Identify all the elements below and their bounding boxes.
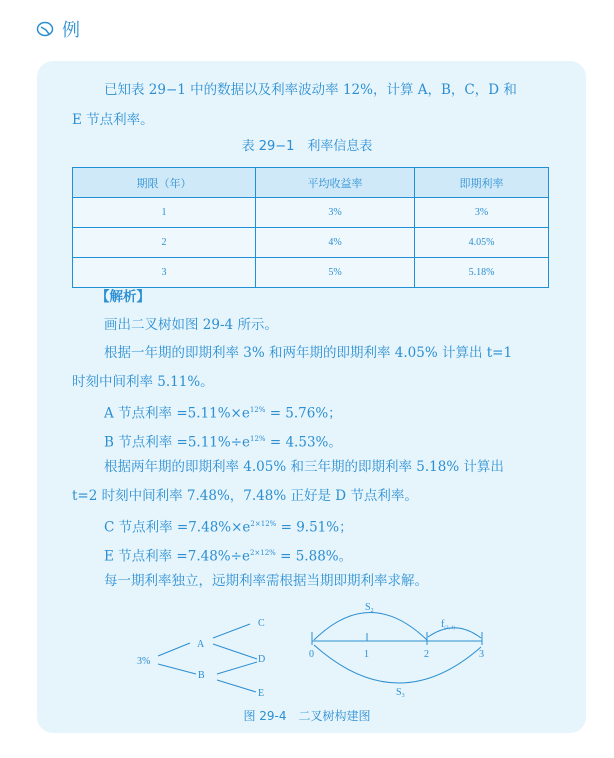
formula-c: C 节点利率 $=7.48\%\times e^{2\times 12\%} = 9.51\%$； xyxy=(104,519,353,536)
table-caption: 表 29−1 利率信息表 xyxy=(241,139,373,154)
analysis-p3a: 根据两年期的即期利率 4.05% 和三年期的即期利率 5.18% 计算出 xyxy=(104,459,504,475)
cell: 4% xyxy=(256,228,415,258)
cell: 2 xyxy=(73,228,256,258)
tick-3: 3 xyxy=(479,649,484,660)
node-b: B xyxy=(198,670,205,681)
tick-0: 0 xyxy=(309,649,314,660)
tick-2: 2 xyxy=(424,649,429,660)
question-line1: 已知表 29−1 中的数据以及利率波动率 12%，计算 A，B，C，D 和 xyxy=(104,82,517,98)
col-header: 即期利率 xyxy=(415,168,549,198)
formula-b: B 节点利率 $=5.11\%\div e^{12\%} = 4.53\%$。 xyxy=(104,434,342,451)
analysis-p2a: 根据一年期的即期利率 3% 和两年期的即期利率 4.05% 计算出 t=1 xyxy=(104,345,513,361)
node-d: D xyxy=(258,654,266,665)
example-title: 例 xyxy=(62,20,80,41)
question-line2: E 节点利率。 xyxy=(72,112,154,128)
analysis-title: 【解析】 xyxy=(96,289,150,305)
cell: 4.05% xyxy=(415,228,549,258)
analysis-p3b: t=2 时刻中间利率 7.48%，7.48% 正好是 D 节点利率。 xyxy=(72,488,418,504)
tick-1: 1 xyxy=(364,649,369,660)
figure-caption: 图 29-4 二叉树构建图 xyxy=(243,709,371,723)
label-s2: $S_2$ xyxy=(365,602,374,614)
node-e: E xyxy=(258,688,265,699)
col-header: 平均收益率 xyxy=(256,168,415,198)
formula-a: A 节点利率 $=5.11\%\times e^{12\%} = 5.76\%$； xyxy=(104,405,342,422)
cell: 3% xyxy=(256,198,415,228)
cell: 5.18% xyxy=(415,258,549,288)
cell: 5% xyxy=(256,258,415,288)
tree-root: 3% xyxy=(137,656,151,667)
analysis-p1: 画出二叉树如图 29-4 所示。 xyxy=(104,317,278,333)
col-header: 期限（年） xyxy=(73,168,256,198)
cell: 1 xyxy=(73,198,256,228)
analysis-p2b: 时刻中间利率 5.11%。 xyxy=(72,374,214,390)
analysis-p4: 每一期利率独立，远期利率需根据当期即期利率求解。 xyxy=(104,573,428,589)
node-c: C xyxy=(258,618,265,629)
formula-e: E 节点利率 $=7.48\%\div e^{2\times 12\%} = 5.88\%$。 xyxy=(104,548,353,565)
cell: 3 xyxy=(73,258,256,288)
label-s3: $S_3$ xyxy=(396,687,405,699)
cell: 3% xyxy=(415,198,549,228)
label-f21: $f_{(2, 1)}$ xyxy=(441,619,456,631)
node-a: A xyxy=(197,639,205,650)
